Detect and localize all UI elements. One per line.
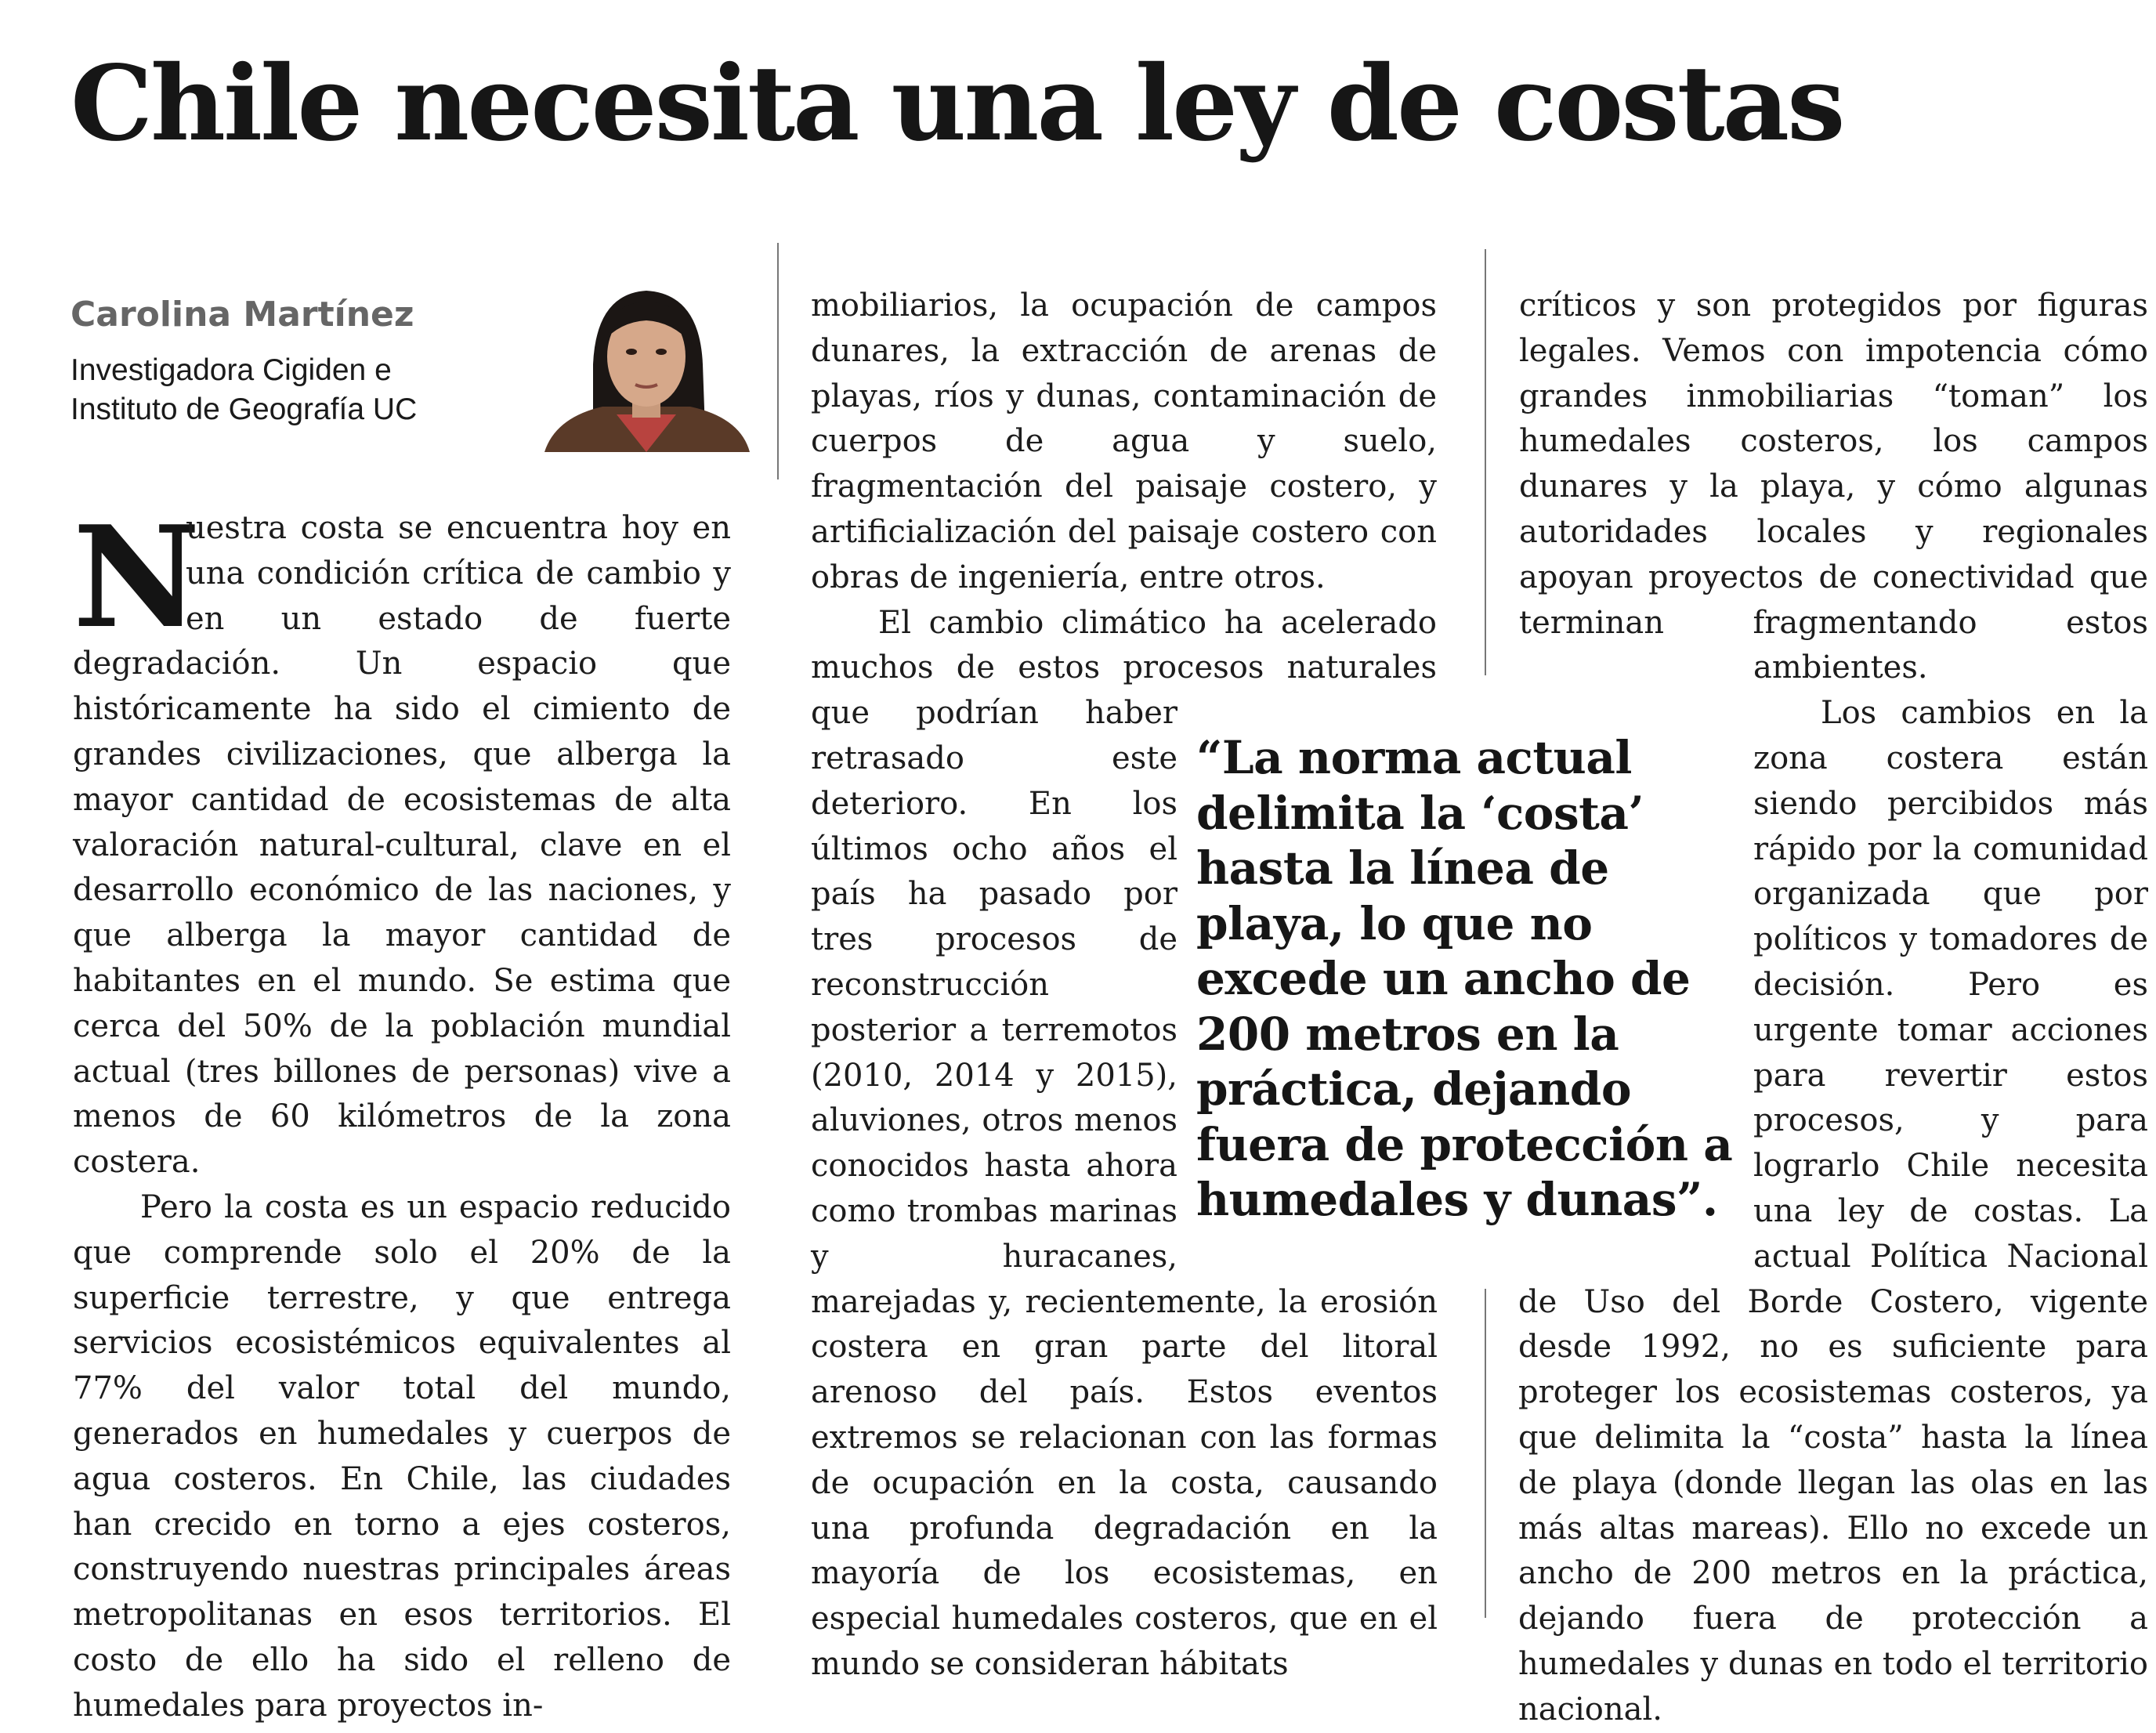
paragraph-2: Pero la costa es un espacio reducido que comprende solo el 20% de la superficie terrestre, y que entrega servicios ecosistémicos equivalentes al 77% del valor total del mundo, generados en humedales y cuerpos de agua costeros. En Chile, las ciudades han crecido en torno a ejes costeros, construyendo nuestras principales áreas metropolitanas en esos territorios. El costo de ello ha sido el relleno de humedales para proyectos in-: [73, 1188, 731, 1724]
author-role-line-1: Investigadora Cigiden e: [71, 353, 392, 387]
column-rule-right-lower: [1485, 1289, 1486, 1618]
paragraph-6: Los cambios en la zona costera están siendo percibidos más rápido por la comunidad organizada que por políticos y tomadores de decisión. Pero es urgente tomar acciones para revertir estos procesos, y para lograrlo Chile necesita una ley de costas. La actual Política Nacional de Uso del Borde Costero, vigente desde 1992, no es suficiente para proteger los ecosistemas costeros, ya que delimita la “costa” hasta la línea de playa (donde llegan las olas en las más altas mareas). Ello no excede un ancho de 200 metros en la práctica, dejando fuera de protección a humedales y dunas en todo el territorio nacional.: [1518, 695, 2148, 1728]
article-column-1: [73, 495, 731, 1729]
author-portrait-icon: [521, 247, 772, 452]
headline: Chile necesita una ley de costas: [71, 43, 1843, 165]
author-name: Carolina Martínez: [71, 295, 414, 335]
pull-quote: “La norma actual delimita la ‘costa’ hasta la línea de playa, lo que no excede un ancho de 200 metros en la práctica, dejando fuera de protección a humedales y dunas”.: [1196, 731, 1733, 1226]
paragraph-3: mobiliarios, la ocupación de campos dunares, la extracción de arenas de playas, ríos y dunas, contaminación de cuerpos de agua y suelo, fragmentación del paisaje costero, y artificialización del paisaje costero con obras de ingeniería, entre otros.: [811, 288, 1437, 595]
author-role-line-2: Instituto de Geografía UC: [71, 393, 418, 426]
paragraph-4: El cambio climático ha acelerado muchos de estos procesos naturales que podrían haber retrasado este deterioro. En los últimos ocho años el país ha pasado por tres procesos de reconstrucción posterior a terremotos (2010, 2014 y 2015), aluviones, otros menos conocidos hasta ahora como trombas marinas y huracanes, marejadas y, recientemente, la erosión costera en gran parte del litoral arenoso del país. Estos eventos extremos se relacionan con las formas de ocupación en la costa, causando una profunda degradación en la mayoría de los ecosistemas, en especial humedales costeros, que en el mundo se consideran hábitats: [811, 604, 1438, 1682]
paragraph-5: críticos y son protegidos por figuras legales. Vemos con impotencia cómo grandes inmobiliarias “toman” los humedales costeros, los campos dunares y la playa, y cómo algunas autoridades locales y regionales apoyan proyectos de conectividad que terminan fragmentando estos ambientes.: [1519, 288, 2148, 686]
author-byline: [71, 291, 509, 429]
column-rule-right: [1485, 249, 1486, 675]
paragraph-1: uestra costa se encuentra hoy en una condición crítica de cambio y en un estado de fuerte degradación. Un espacio que históricamente ha sido el cimiento de grandes civilizaciones, que alberga la mayor cantidad de ecosistemas de alta valoración natural-cultural, clave en el desarrollo económico de las naciones, y que alberga la mayor cantidad de habitantes en el mundo. Se estima que cerca del 50% de la población mundial actual (tres billones de personas) vive a menos de 60 kilómetros de la zona costera.: [73, 510, 731, 1181]
column-rule-left: [777, 243, 779, 479]
author-photo: [521, 247, 772, 452]
drop-cap: N: [73, 495, 201, 659]
